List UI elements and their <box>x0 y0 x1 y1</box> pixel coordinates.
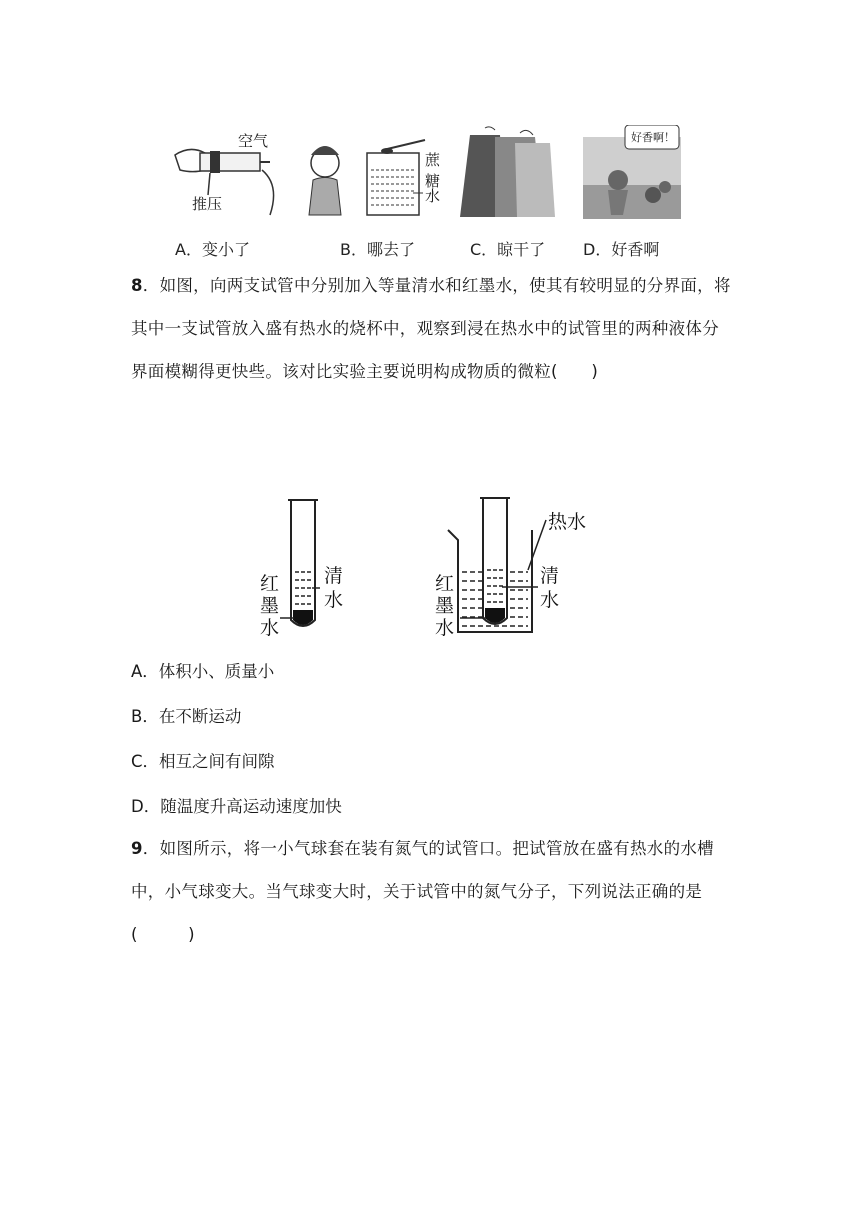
left-red-ink-label-2: 墨 <box>260 595 280 617</box>
question-7-figure-row <box>165 125 695 259</box>
question-8 <box>131 264 731 393</box>
panel-c-clothes <box>455 125 565 259</box>
question-9-text: ．如图所示，将一小气球套在装有氮气的试管口。把试管放在盛有热水的水槽中，小气球变大。当气球变大时，关于试管中的氮气分子，下列说法正确的是( ) <box>131 839 714 944</box>
question-9 <box>131 827 731 956</box>
right-red-ink-label-3: 水 <box>435 617 455 639</box>
question-9-number: 9 <box>131 839 143 858</box>
label-sugar: 蔗糖 <box>425 151 441 190</box>
left-clear-water-label-2: 水 <box>324 589 344 611</box>
label-air: 空气 <box>238 132 269 150</box>
label-water: 水 <box>425 187 441 205</box>
clothes-illustration <box>455 125 565 225</box>
left-test-tube <box>280 500 320 626</box>
option-b[interactable]: B．在不断运动 <box>131 707 242 726</box>
option-c[interactable]: C．相互之间有间隙 <box>131 752 275 771</box>
panel-b-sugar <box>295 125 445 259</box>
right-clear-water-label-2: 水 <box>540 589 560 611</box>
girl-beaker-illustration <box>295 125 445 225</box>
left-clear-water-label-1: 清 <box>324 565 344 587</box>
hot-water-label: 热水 <box>548 511 587 533</box>
test-tube-figure <box>250 490 610 640</box>
caption-d: D．好香啊 <box>583 240 660 259</box>
beaker-with-test-tube <box>448 498 546 632</box>
panel-a-syringe <box>170 125 280 259</box>
left-red-ink-label-3: 水 <box>260 617 280 639</box>
left-red-ink-label-1: 红 <box>260 573 280 595</box>
right-clear-water-label-1: 清 <box>540 565 560 587</box>
question-8-text: ．如图，向两支试管中分别加入等量清水和红墨水，使其有较明显的分界面，将其中一支试管放入盛有热水的烧杯中，观察到浸在热水中的试管里的两种液体分界面模糊得更快些。该对比实验主要说明构成物质的微粒( ) <box>131 276 731 381</box>
option-d[interactable]: D．随温度升高运动速度加快 <box>131 797 342 816</box>
right-red-ink-label-1: 红 <box>435 573 455 595</box>
caption-b: B．哪去了 <box>340 240 415 259</box>
panel-d-flowers <box>583 125 695 259</box>
label-push: 推压 <box>192 195 223 213</box>
label-smells-good: 好香啊！ <box>631 131 675 144</box>
caption-a: A．变小了 <box>175 240 250 259</box>
option-a[interactable]: A．体积小、质量小 <box>131 662 275 681</box>
question-8-number: 8 <box>131 276 143 295</box>
caption-c: C．晾干了 <box>470 240 546 259</box>
right-red-ink-label-2: 墨 <box>435 595 455 617</box>
